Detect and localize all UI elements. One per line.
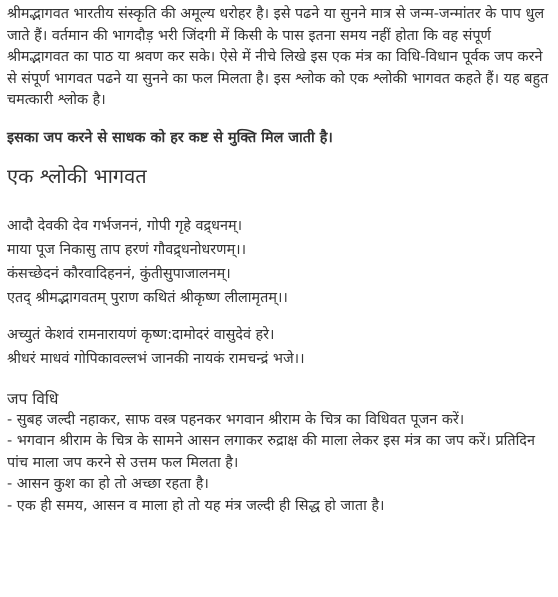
method-heading: जप विधि bbox=[7, 389, 59, 408]
method-step: - भगवान श्रीराम के चित्र के सामने आसन लगाकर रुद्राक्ष की माला लेकर इस मंत्र का जप करें। प्रतिदिन पांच माला जप करने से उत्तम फल मिलता है। bbox=[7, 433, 535, 471]
verse-block-2 bbox=[7, 323, 552, 371]
verse-line: माया पूज निकासु ताप हरणं गौवद्र्धनोधरणम्।। bbox=[7, 241, 247, 258]
method-step: - सुबह जल्दी नहाकर, साफ वस्त्र पहनकर भगवान श्रीराम के चित्र का विधिवत पूजन करें। bbox=[7, 411, 465, 428]
verse-line: अच्युतं केशवं रामनारायणं कृष्ण:दामोदरं वासुदेवं हरे। bbox=[7, 326, 275, 343]
method-step: - एक ही समय, आसन व माला हो तो यह मंत्र जल्दी ही सिद्ध हो जाता है। bbox=[7, 497, 385, 514]
verse-line: एतद् श्रीमद्भागवतम् पुराण कथितं श्रीकृष्ण लीलामृतम्।। bbox=[7, 289, 288, 306]
intro-paragraph: श्रीमद्भागवत भारतीय संस्कृति की अमूल्य धरोहर है। इसे पढने या सुनने मात्र से जन्म-जन्मांतर के पाप धुल जाते हैं। वर्तमान की भागदौड़ भरी जिंदगी में किसी के पास इतना समय नहीं होता कि वह संपूर्ण श्रीमद्भागवत का पाठ या श्रवण कर सके। ऐसे में नीचे लिखे इस एक मंत्र का विधि-विधान पूर्वक जप करने से संपूर्ण भागवत पढने या सुनने का फल मिलता है। इस श्लोक को एक श्लोकी भागवत कहते हैं। यह बहुत चमत्कारी श्लोक है। bbox=[7, 6, 549, 109]
verse-line: कंसच्छेदनं कौरवादिहननं, कुंतीसुपाजालनम्। bbox=[7, 265, 231, 282]
verse-line: आदौ देवकी देव गर्भजननं, गोपी गृहे वद्र्धनम्। bbox=[7, 217, 243, 234]
method-step: - आसन कुश का हो तो अच्छा रहता है। bbox=[7, 476, 209, 493]
section-heading: एक श्लोकी भागवत bbox=[7, 163, 147, 188]
verse-block-1 bbox=[7, 214, 552, 310]
method-steps bbox=[7, 410, 552, 518]
bold-statement: इसका जप करने से साधक को हर कष्ट से मुक्ति मिल जाती है। bbox=[7, 129, 333, 146]
verse-line: श्रीधरं माधवं गोपिकावल्लभं जानकी नायकं रामचन्द्रं भजे।। bbox=[7, 350, 305, 367]
